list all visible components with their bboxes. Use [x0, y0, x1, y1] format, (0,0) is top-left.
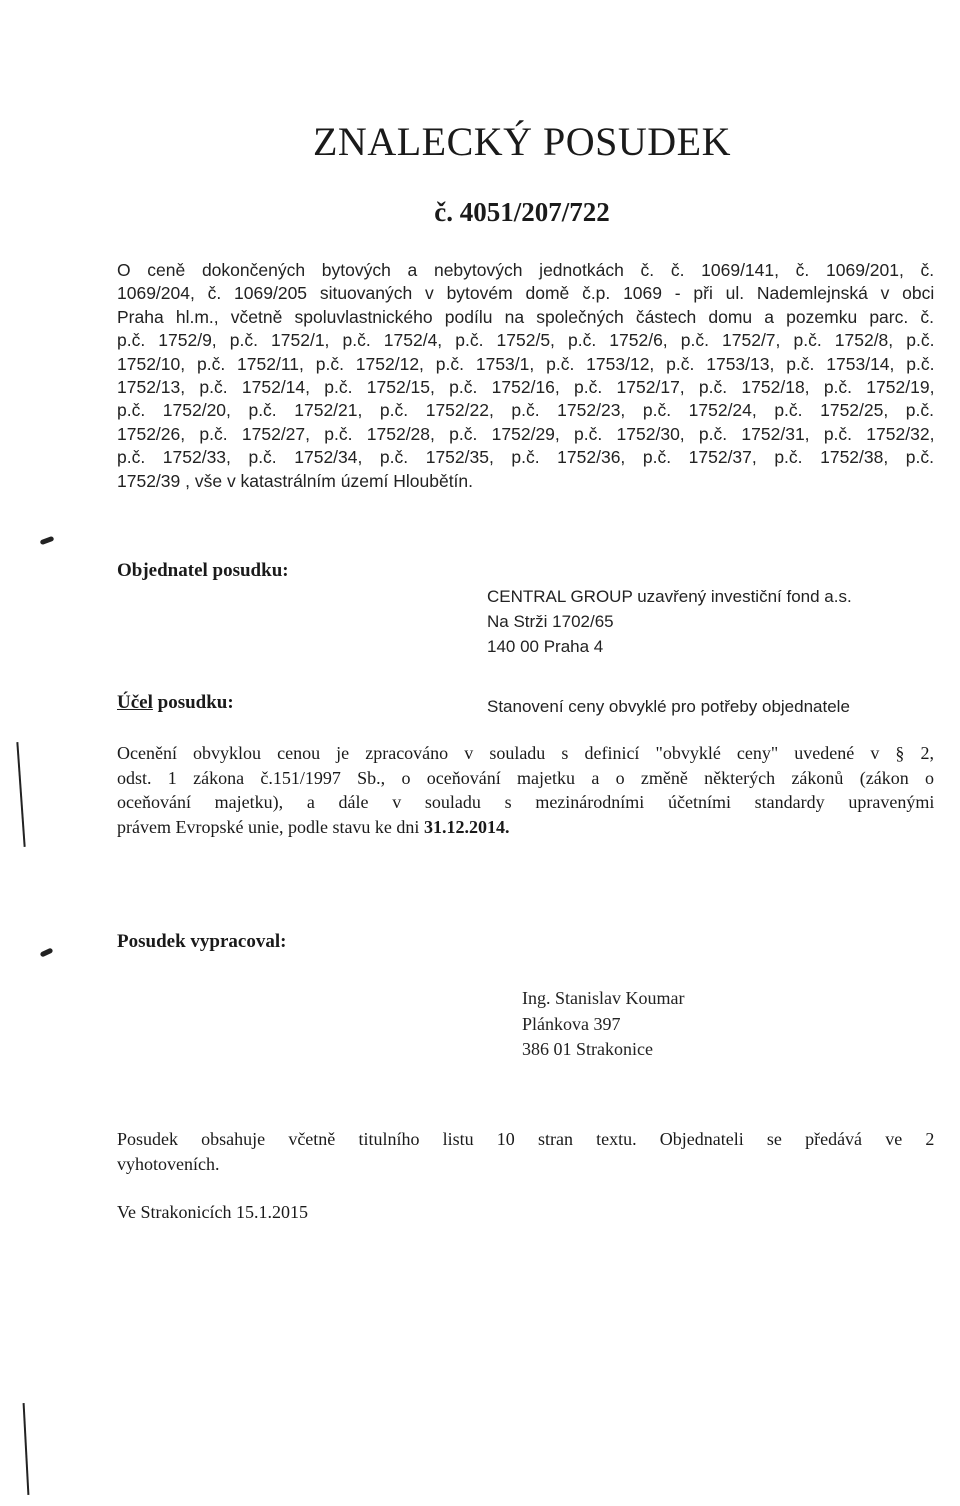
subject-line: 1752/10, p.č. 1752/11, p.č. 1752/12, p.č. 1753/1, p.č. 1753/12, p.č. 1753/13, p.č. 1753/14, p.č.: [117, 353, 935, 374]
valuation-line: odst. 1 zákona č.151/1997 Sb., o oceňování majetku a o změně některých zákonů (zákon o: [117, 767, 934, 788]
author-street: Plánkova 397: [522, 1013, 621, 1034]
author-label: Posudek vypracoval:: [117, 931, 287, 952]
subject-line: 1069/204, č. 1069/205 situovaných v bytovém domě č.p. 1069 - při ul. Nademlejnská v obci: [117, 283, 935, 304]
place-date: Ve Strakonicích 15.1.2015: [117, 1202, 308, 1222]
client-name: CENTRAL GROUP uzavřený investiční fond a.s.: [487, 587, 852, 606]
author-address: [522, 986, 684, 1063]
client-city: 140 00 Praha 4: [487, 637, 604, 656]
valuation-line: Ocenění obvyklou cenou je zpracováno v souladu s definicí "obvyklé ceny" uvedené v § 2,: [117, 743, 934, 763]
author-city: 386 01 Strakonice: [522, 1039, 653, 1059]
valuation-paragraph: [117, 741, 934, 839]
subject-line: 1752/13, p.č. 1752/14, p.č. 1752/15, p.č. 1752/16, p.č. 1752/17, p.č. 1752/18, p.č. 1752/19,: [117, 377, 935, 398]
subject-line: O ceně dokončených bytových a nebytových jednotkách č. č. 1069/141, č. 1069/201, č.: [117, 260, 935, 280]
valuation-line: oceňování majetku), a dále v souladu s mezinárodními účetními standardy upravenými: [117, 792, 935, 812]
purpose-label-rest: posudku:: [152, 692, 234, 713]
scan-mark: [40, 947, 54, 957]
contents-paragraph: [117, 1127, 934, 1176]
author-name: Ing. Stanislav Koumar: [522, 988, 685, 1008]
purpose-label-prefix: Účel: [117, 692, 153, 713]
client-label: Objednatel posudku:: [117, 560, 289, 581]
contents-line: Posudek obsahuje včetně titulního listu 10 stran textu. Objednateli se předává ve 2: [117, 1129, 935, 1149]
scan-mark: [23, 1403, 30, 1495]
valuation-line-last: [117, 815, 934, 840]
valuation-last-text: právem Evropské unie, podle stavu ke dni: [117, 816, 424, 837]
document-number: č. 4051/207/722: [434, 197, 610, 227]
subject-line: p.č. 1752/33, p.č. 1752/34, p.č. 1752/35, p.č. 1752/36, p.č. 1752/37, p.č. 1752/38, p.č.: [117, 447, 934, 468]
subject-line: 1752/39 , vše v katastrálním území Hloubětín.: [117, 470, 474, 491]
valuation-date: 31.12.2014.: [423, 816, 510, 837]
contents-line: vyhotoveních.: [117, 1153, 220, 1174]
subject-line: 1752/26, p.č. 1752/27, p.č. 1752/28, p.č. 1752/29, p.č. 1752/30, p.č. 1752/31, p.č. 1752/32,: [117, 423, 935, 444]
scan-mark: [40, 536, 55, 545]
client-address: [487, 584, 852, 659]
purpose-value: Stanovení ceny obvyklé pro potřeby objednatele: [487, 697, 850, 716]
subject-line: p.č. 1752/20, p.č. 1752/21, p.č. 1752/22, p.č. 1752/23, p.č. 1752/24, p.č. 1752/25, p.č.: [117, 400, 934, 421]
scan-mark: [16, 742, 25, 847]
subject-line: p.č. 1752/9, p.č. 1752/1, p.č. 1752/4, p.č. 1752/5, p.č. 1752/6, p.č. 1752/7, p.č. 1752/8, p.č.: [117, 330, 935, 351]
purpose-label: [117, 692, 234, 714]
subject-paragraph: [117, 259, 934, 493]
client-street: Na Strži 1702/65: [487, 612, 614, 631]
subject-line: Praha hl.m., včetně spoluvlastnického podílu na společných částech domu a pozemku parc. č.: [117, 306, 934, 327]
document-title: ZNALECKÝ POSUDEK: [313, 119, 731, 164]
